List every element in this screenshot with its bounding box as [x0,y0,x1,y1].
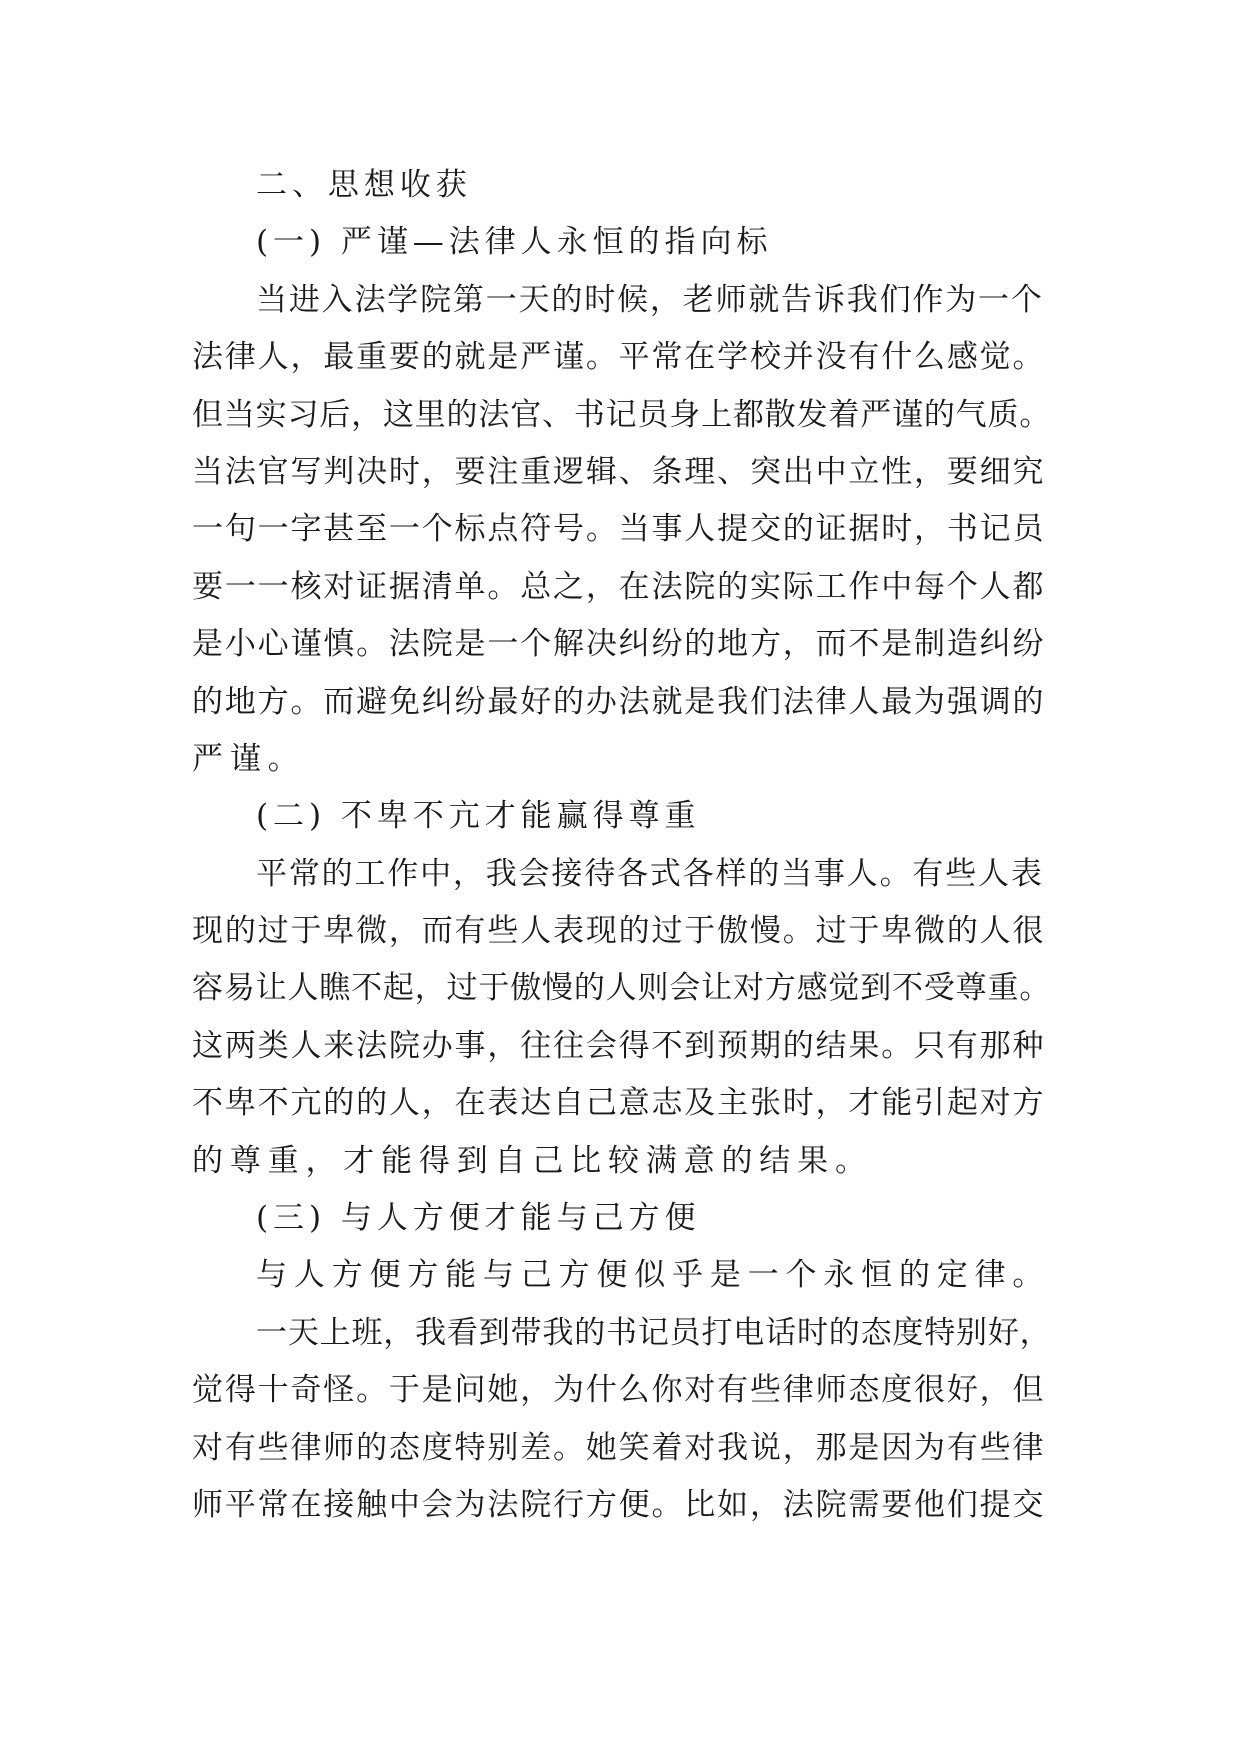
document-page [192,157,1053,1534]
paragraph-line: 觉得十奇怪。于是问她，为什么你对有些律师态度很好，但 [192,1372,1046,1409]
subsection-heading: (一) 严谨—法律人永恒的指向标 [256,224,773,261]
paragraph-line: 平常的工作中，我会接待各式各样的当事人。有些人表 [256,855,1044,892]
paragraph-line: 容易让人瞧不起，过于傲慢的人则会让对方感觉到不受尊重。 [192,970,1052,1007]
paragraph-line: 的地方。而避免纠纷最好的办法就是我们法律人最为强调的 [192,683,1046,720]
section-heading: 二、思想收获 [256,167,472,203]
paragraph-line: 是小心谨慎。法院是一个解决纠纷的地方，而不是制造纠纷 [192,626,1046,663]
paragraph-line: 当法官写判决时，要注重逻辑、条理、突出中立性，要细究 [192,453,1046,490]
paragraph-line: 现的过于卑微，而有些人表现的过于傲慢。过于卑微的人很 [192,913,1046,950]
paragraph-line: 与人方便方能与己方便似乎是一个永恒的定律。 [256,1257,1051,1294]
paragraph-line: 法律人，最重要的就是严谨。平常在学校并没有什么感觉。 [192,339,1046,376]
paragraph-line: 当进入法学院第一天的时候，老师就告诉我们作为一个 [256,281,1044,318]
subsection-heading: (三) 与人方便才能与己方便 [256,1200,701,1237]
paragraph-line: 严谨。 [192,740,306,777]
paragraph-line: 一天上班，我看到带我的书记员打电话时的态度特别好， [256,1314,1052,1351]
subsection-heading: (二) 不卑不亢才能赢得尊重 [256,798,701,835]
paragraph-line: 的尊重，才能得到自己比较满意的结果。 [192,1142,873,1179]
paragraph-line: 一句一字甚至一个标点符号。当事人提交的证据时，书记员 [192,511,1046,548]
paragraph-line: 对有些律师的态度特别差。她笑着对我说，那是因为有些律 [192,1429,1046,1466]
paragraph-line: 但当实习后，这里的法官、书记员身上都散发着严谨的气质。 [192,396,1052,433]
paragraph-line: 要一一核对证据清单。总之，在法院的实际工作中每个人都 [192,568,1046,605]
paragraph-line: 这两类人来法院办事，往往会得不到预期的结果。只有那种 [192,1027,1046,1064]
paragraph-line: 不卑不亢的的人，在表达自己意志及主张时，才能引起对方 [192,1085,1046,1122]
paragraph-line: 师平常在接触中会为法院行方便。比如，法院需要他们提交 [192,1486,1046,1523]
